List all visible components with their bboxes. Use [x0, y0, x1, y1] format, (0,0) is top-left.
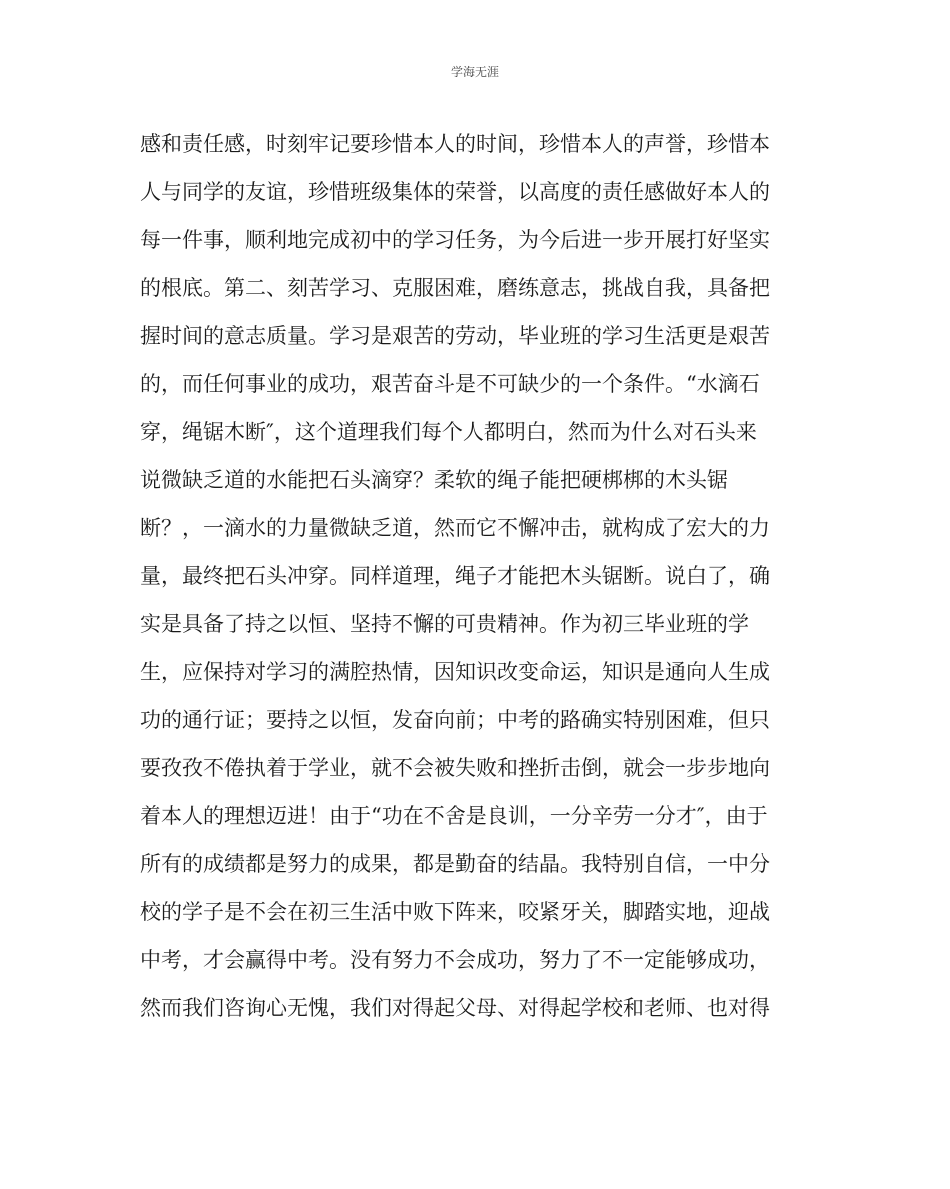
- text-line: 所有的成绩都是努力的成果，都是勤奋的结晶。我特别自信，一中分: [140, 852, 770, 876]
- text-line: 着本人的理想迈进！由于“功在不舍是良训，一分辛劳一分才″，由于: [140, 804, 768, 828]
- text-line: 量，最终把石头冲穿。同样道理，绳子才能把木头锯断。说白了，确: [140, 564, 770, 588]
- text-line: 生，应保持对学习的满腔热情，因知识改变命运，知识是通向人生成: [140, 660, 770, 684]
- text-line: 人与同学的友谊，珍惜班级集体的荣誉，以高度的责任感做好本人的: [140, 180, 770, 204]
- text-line: 要孜孜不倦执着于学业，就不会被失败和挫折击倒，就会一步步地向: [140, 756, 770, 780]
- text-line: 的根底。第二、刻苦学习、克服困难，磨练意志，挑战自我，具备把: [140, 276, 770, 300]
- text-line: 穿，绳锯木断″，这个道理我们每个人都明白，然而为什么对石头来: [140, 420, 757, 444]
- text-line: 校的学子是不会在初三生活中败下阵来，咬紧牙关，脚踏实地，迎战: [140, 900, 770, 924]
- page-header: 学海无涯: [450, 65, 499, 79]
- text-line: 说微缺乏道的水能把石头滴穿？柔软的绳子能把硬梆梆的木头锯: [140, 468, 728, 492]
- text-line: 功的通行证；要持之以恒，发奋向前；中考的路确实特别困难，但只: [140, 708, 770, 732]
- text-line: 中考，才会赢得中考。没有努力不会成功，努力了不一定能够成功，: [140, 948, 770, 972]
- text-line: 的，而任何事业的成功，艰苦奋斗是不可缺少的一个条件。“水滴石: [140, 372, 760, 396]
- text-line: 然而我们咨询心无愧，我们对得起父母、对得起学校和老师、也对得: [140, 996, 770, 1020]
- text-line: 握时间的意志质量。学习是艰苦的劳动，毕业班的学习生活更是艰苦: [140, 324, 770, 348]
- text-line: 实是具备了持之以恒、坚持不懈的可贵精神。作为初三毕业班的学: [140, 612, 749, 636]
- text-line: 每一件事，顺利地完成初中的学习任务，为今后进一步开展打好坚实: [140, 228, 770, 252]
- text-line: 断？，一滴水的力量微缺乏道，然而它不懈冲击，就构成了宏大的力: [140, 516, 770, 540]
- text-line: 感和责任感，时刻牢记要珍惜本人的时间，珍惜本人的声誉，珍惜本: [140, 132, 770, 156]
- body-text: [140, 128, 820, 1040]
